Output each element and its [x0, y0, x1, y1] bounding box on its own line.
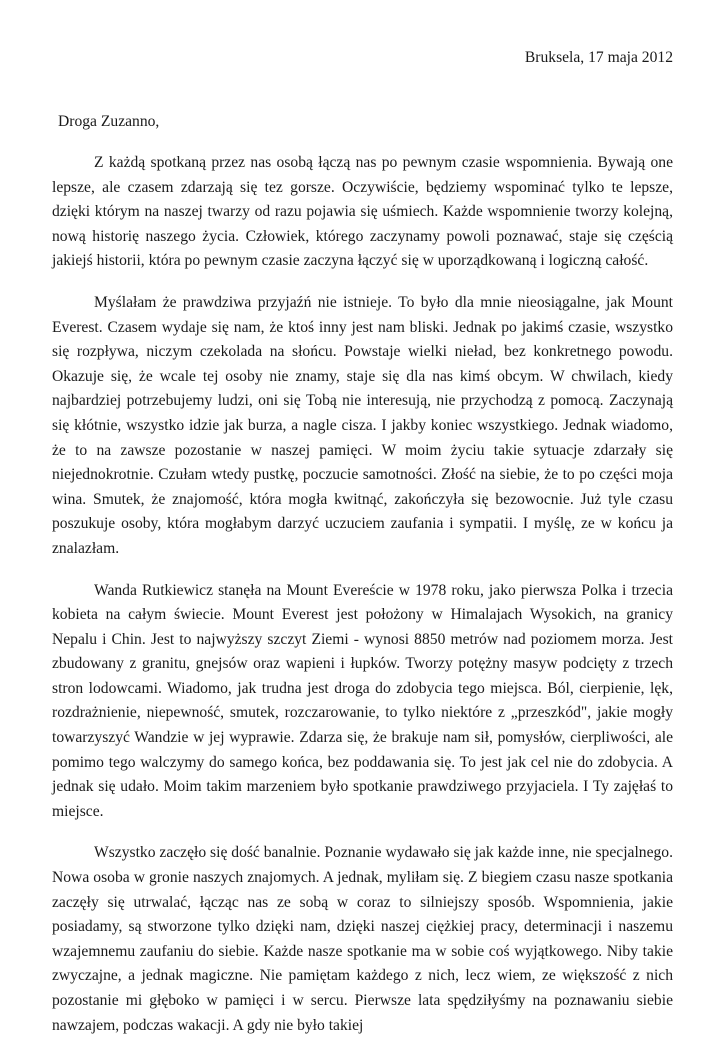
date-line: Bruksela, 17 maja 2012 [524, 49, 673, 66]
paragraph-3: Wanda Rutkiewicz stanęła na Mount Evereście w 1978 roku, jako pierwsza Polka i trzecia kobieta na całym świecie. Mount Everest jest położony w Himalajach Wysokich, na granicy Nepalu i Chin. Jest to najwyższy szczyt Ziemi - wynosi 8850 metrów nad poziomem morza. Jest zbudowany z granitu, gnejsów oraz wapieni i łupków. Tworzy potężny masyw podcięty z trzech stron lodowcami. Wiadomo, jak trudna jest droga do zdobycia tego miejsca. Ból, cierpienie, lęk, rozdrażnienie, niepewność, smutek, rozczarowanie, to tylko niektóre z „przeszkód", jakie mogły towarzyszyć Wandzie w jej wyprawie. Zdarza się, że brakuje nam sił, pomysłów, cierpliwości, ale pomimo tego walczymy do samego końca, bez poddawania się. To jest jak cel nie do zdobycia. A jednak się udało. Moim takim marzeniem było spotkanie prawdziwego przyjaciela. I Ty zajęłaś to miejsce. [52, 581, 673, 820]
paragraph-2: Myślałam że prawdziwa przyjaźń nie istnieje. To było dla mnie nieosiągalne, jak Mount Everest. Czasem wydaje się nam, że ktoś inny jest nam bliski. Jednak po jakimś czasie, wszystko się rozpływa, niczym czekolada na słońcu. Powstaje wielki nieład, bez konkretnego powodu. Okazuje się, że wcale tej osoby nie znamy, staje się dla nas kimś obcym. W chwilach, kiedy najbardziej potrzebujemy ludzi, oni się Tobą nie interesują, nie przychodzą z pomocą. Zaczynają się kłótnie, wszystko idzie jak burza, a nagle cisza. I jakby koniec wszystkiego. Jednak wiadomo, że to na zawsze pozostanie w naszej pamięci. W moim życiu takie sytuacje zdarzały się niejednokrotnie. Czułam wtedy pustkę, poczucie samotności. Złość na siebie, że to po części moja wina. Smutek, że znajomość, która mogła kwitnąć, zakończyła się bezowocnie. Już tyle czasu poszukuje osoby, która mogłabym darzyć uczuciem zaufania i sympatii. I myślę, ze w końcu ja znalazłam. [52, 293, 673, 557]
letter-page [52, 46, 673, 1038]
greeting: Droga Zuzanno, [58, 113, 160, 130]
paragraph-1: Z każdą spotkaną przez nas osobą łączą nas po pewnym czasie wspomnienia. Bywają one lepsze, ale czasem zdarzają się tez gorsze. Oczywiście, będziemy wspominać tylko te lepsze, dzięki którym na naszej twarzy od razu pojawia się uśmiech. Każde wspomnienie tworzy kolejną, nową historię naszego życia. Człowiek, którego zaczynamy powoli poznawać, staje się częścią jakiejś historii, która po pewnym czasie zaczyna łączyć się w uporządkowaną i logiczną całość. [52, 154, 673, 270]
paragraph-4: Wszystko zaczęło się dość banalnie. Poznanie wydawało się jak każde inne, nie specjalnego. Nowa osoba w gronie naszych znajomych. A jednak, myliłam się. Z biegiem czasu nasze spotkania zaczęły się utrwalać, łącząc nas ze sobą w coraz to silniejszy sposób. Wspomnienia, jakie posiadamy, są stworzone tylko dzięki nam, dzięki naszej ciężkiej pracy, determinacji i naszemu wzajemnemu zaufaniu do siebie. Każde nasze spotkanie ma w sobie coś wyjątkowego. Niby takie zwyczajne, a jednak magiczne. Nie pamiętam każdego z nich, lecz wiem, ze większość z nich pozostanie mi głęboko w pamięci i w sercu. Pierwsze lata spędziłyśmy na poznawaniu siebie nawzajem, podczas wakacji. A gdy nie było takiej [52, 844, 673, 1034]
